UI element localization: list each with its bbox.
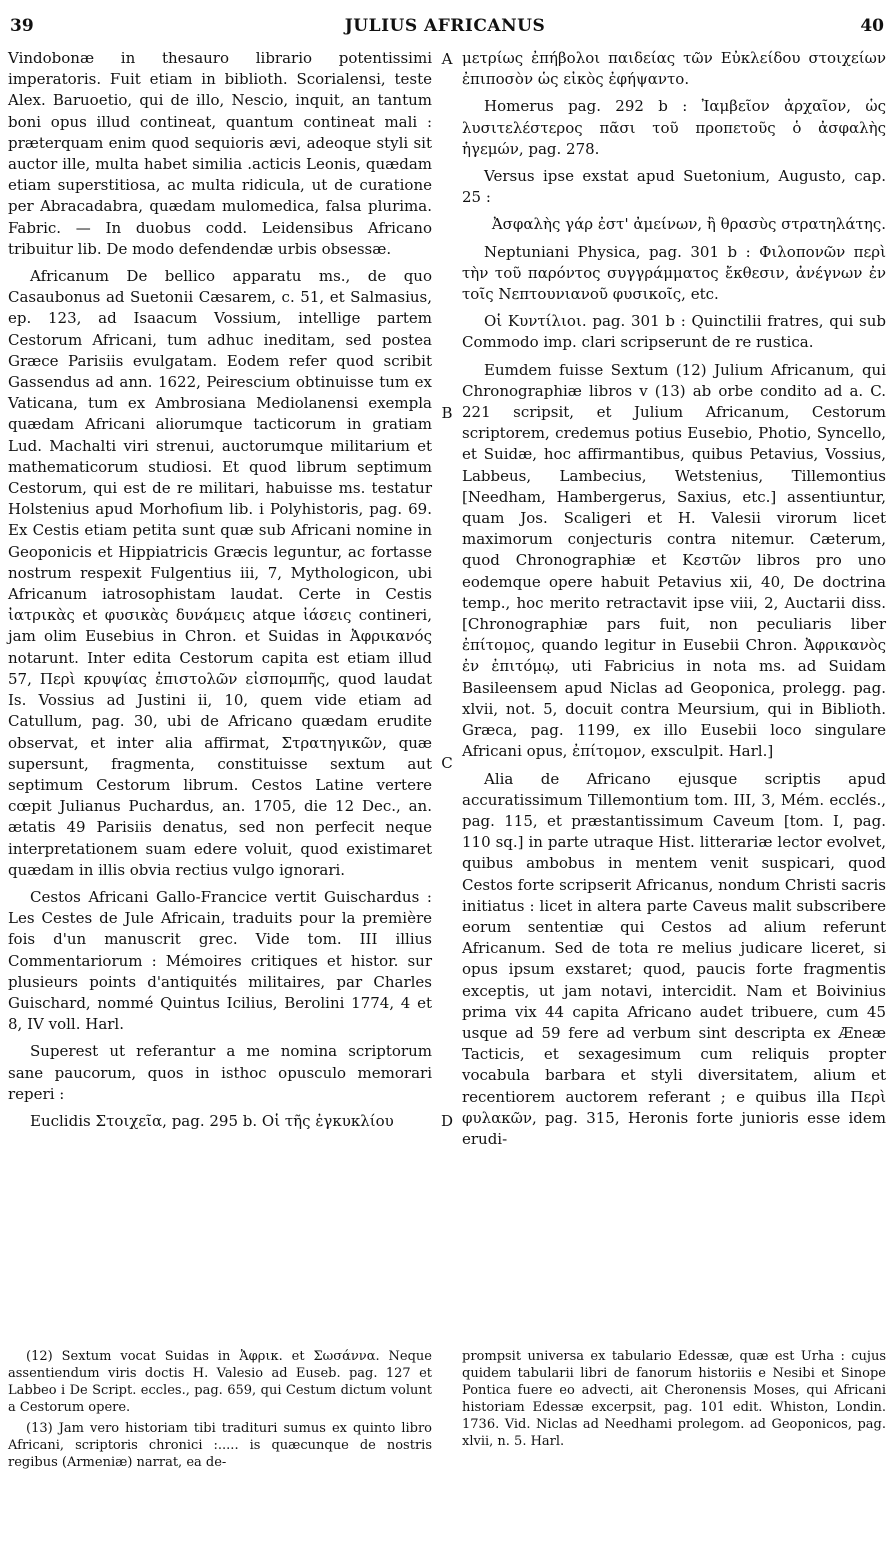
paragraph: Eumdem fuisse Sextum (12) Julium Africanum, qui Chronographiæ libros v (13) ab orbe condito ad a. C. 221 scripsit, et Julium Africanum, Cestorum scriptorem, credemus potius Eusebio, Photio, Syncello, et Suidæ, hoc affirmantibus, quibus Petavius, Vossius, Labbeus, Lambecius, Wetstenius, Tillemontius [Needham, Hambergerus, Saxius, etc.] assentiuntur, quam Jos. Scaligeri et H. Valesii virorum licet maximorum conjecturis contra nitemur. Cæterum, quod Chronographiæ et Κεστῶν libros pro uno eodemque opere habuit Petavius xii, 40, De doctrina temp., hoc merito retractavit ipse viii, 2, Auctarii diss. [Chronographiæ pars fuit, non peculiaris liber ἐπίτομος, quando legitur in Eusebii Chron. Ἀφρικανὸς ἐν ἐπιτόμῳ, uti Fabricius in nota ms. ad Suidam Basileensem apud Niclas ad Geoponica, prolegg. pag. xlvii, not. 5, docuit contra Meursium, qui in Biblioth. Græca, pag. 1199, ex illo Eusebii loco singulare Africani opus, ἐπίτομον, exsculpit. Harl.] <box>462 360 886 761</box>
verse-quote: Ἀσφαλὴς γάρ ἐστ' ἀμείνων, ἢ θρασὺς στρατηλάτης. <box>491 215 886 234</box>
footnote: (13) Jam vero historiam tibi tradituri sumus ex quinto libro Africani, scriptoris chronici :..... is quæcunque de nostris regibus (Armeniæ) narrat, ea de- <box>8 1421 432 1470</box>
margin-mark-d: D <box>440 1112 454 1130</box>
running-header <box>6 16 884 40</box>
paragraph: Superest ut referantur a me nomina scriptorum sane paucorum, quos in isthoc opusculo memorari reperi : <box>8 1042 432 1103</box>
right-column <box>462 48 886 1156</box>
right-page-number: 40 <box>860 16 884 36</box>
paragraph: Neptuniani Physica, pag. 301 b : Φιλοπονῶν περὶ τὴν τοῦ παρόντος συγγράμματος ἔκθεσιν, ἀνέγνων ἐν τοῖς Νεπτουνιανοῦ φυσικοῖς, etc. <box>462 242 886 304</box>
paragraph: Vindobonæ in thesauro librario potentissimi imperatoris. Fuit etiam in biblioth. Scorialensi, teste Alex. Baruoetio, qui de illo, Nescio, inquit, an tantum boni opus illud contineat, quantum contineat mali : præterquam enim quod sequioris ævi, adeoque styli sit auctor ille, multa habet similia .acticis Leonis, quædam etiam superstitiosa, ac multa ridicula, ut de curatione per Abracadabra, quædam mulomedica, falsa plurima. Fabric. — In duobus codd. Leidensibus Africano tribuitur lib. De modo defendendæ urbis obsessæ. <box>8 49 432 258</box>
left-column <box>8 48 432 1138</box>
paragraph: Versus ipse exstat apud Suetonium, Augusto, cap. 25 : <box>462 167 886 207</box>
left-page-number: 39 <box>10 16 34 36</box>
footnote: (12) Sextum vocat Suidas in Ἀφρικ. et Σωσάννα. Neque assentiendum viris doctis H. Valesio ad Euseb. pag. 127 et Labbeo i De Script. eccles., pag. 659, qui Cestum dictum volunt a Cestorum opere. <box>8 1349 432 1415</box>
footnotes-left <box>8 1348 432 1475</box>
paragraph: Cestos Africani Gallo-Francice vertit Guischardus : Les Cestes de Jule Africain, traduits pour la première fois d'un manuscrit grec. Vide tom. III illius Commentariorum : Mémoires critiques et histor. sur plusieurs points d'antiquités militaires, par Charles Guischard, nommé Quintus Icilius, Berolini 1774, 4 et 8, IV voll. Harl. <box>8 887 432 1034</box>
footnote: prompsit universa ex tabulario Edessæ, quæ est Urha : cujus quidem tabularii libri de fanorum historiis e Nesibi et Sinope Pontica fuere eo advecti, ait Cheronensis Moses, qui Africani historiam Edessæ excerpsit, pag. 101 edit. Whiston, Londin. 1736. Vid. Niclas ad Needhami prolegom. ad Geoponicos, pag. xlvii, n. 5. Harl. <box>462 1349 886 1449</box>
paragraph: μετρίως ἐπήβολοι παιδείας τῶν Εὐκλείδου στοιχείων ἐπιποσὸν ὡς εἰκὸς ἐφήψαντο. <box>462 49 886 89</box>
running-title: JULIUS AFRICANUS <box>344 16 546 36</box>
paragraph: Africanum De bellico apparatu ms., de quo Casaubonus ad Suetonii Cæsarem, c. 51, et Salmasius, ep. 123, ad Isaacum Vossium, intellige partem Cestorum Africani, tum adhuc ineditam, sed postea Græce Parisiis evulgatam. Eodem refer quod scribit Gassendus ad ann. 1622, Peirescium obtinuisse tum ex Vaticana, tum ex Ambrosiana Mediolanensi exempla quædam Africani aliorumque tacticorum in gratiam Lud. Machalti viri strenui, auctorumque militarium et mathematicorum studiosi. Et quod librum septimum Cestorum, qui est de re militari, habuisse ms. testatur Holstenius apud Morhofium lib. i Polyhistoris, pag. 69. Ex Cestis etiam petita sunt quæ sub Africani nomine in Geoponicis et Hippiatricis Græcis leguntur, ac fortasse nostrum respexit Fulgentius iii, 7, Mythologicon, ubi Africanum iatrosophistam laudat. Certe in Cestis ἰατρικὰς et φυσικὰς δυνάμεις atque ἰάσεις contineri, jam olim Eusebius in Chron. et Suidas in Ἀφρικανός notarunt. Inter edita Cestorum capita est etiam illud 57, Περὶ κρυψίας ἐπιστολῶν εἰσπομπῆς, quod laudat Is. Vossius ad Justini ii, 10, quem vide etiam ad Catullum, pag. 30, ubi de Africano quædam erudite observat, et inter alia affirmat, Στρατηγικῶν, quæ supersunt, fragmenta, constituisse sextum aut septimum Cestorum librum. Cestos Latine vertere cœpit Julianus Puchardus, an. 1705, die 12 Dec., an. ætatis 49 Parisiis denatus, sed non perfecit neque interpretationem suam edere voluit, quod existimaret quædam in illis obvia rectius vulgo ignorari. <box>8 267 432 879</box>
footnotes-right <box>462 1348 886 1454</box>
margin-mark-a: A <box>441 50 453 68</box>
margin-mark-b: B <box>441 404 453 422</box>
paragraph: Homerus pag. 292 b : Ἰαμβεῖον ἀρχαῖον, ὡς λυσιτελέστερος πᾶσι τοῦ προπετοῦς ὁ ἀσφαλὴς ἡγεμών, pag. 278. <box>462 97 886 158</box>
paragraph: Euclidis Στοιχεῖα, pag. 295 b. Οἱ τῆς ἐγκυκλίου <box>30 1111 394 1130</box>
paragraph: Alia de Africano ejusque scriptis apud accuratissimum Tillemontium tom. III, 3, Mém. ecclés., pag. 115, et præstantissimum Caveum [tom. I, pag. 110 sq.] in parte utraque Hist. litterariæ lector evolvet, quibus ambobus in mentem venit suspicari, quod Cestos forte scripserit Africanus, nondum Christi sacris initiatus : licet in altera parte Caveus malit subscribere eorum sententiæ qui Cestos ad alium referunt Africanum. Sed de tota re melius judicare liceret, si opus ipsum exstaret; quod, paucis forte fragmentis exceptis, ut jam notavi, intercidit. Nam et Boivinius prima vix 44 capita Africano audet tribuere, cum 45 usque ad 59 fere ad verbum sint descripta ex Æneæ Tacticis, et sexagesimum cum reliquis propter vocabula barbara et styli diversitatem, alium et recentiorem auctorem referant ; e quibus illa Περὶ φυλακῶν, pag. 315, Heronis forte junioris esse idem erudi- <box>462 769 886 1148</box>
paragraph: Οἱ Κυντίλιοι. pag. 301 b : Quinctilii fratres, qui sub Commodo imp. clari scripserunt de re rustica. <box>462 312 886 352</box>
margin-mark-c: C <box>441 754 453 772</box>
